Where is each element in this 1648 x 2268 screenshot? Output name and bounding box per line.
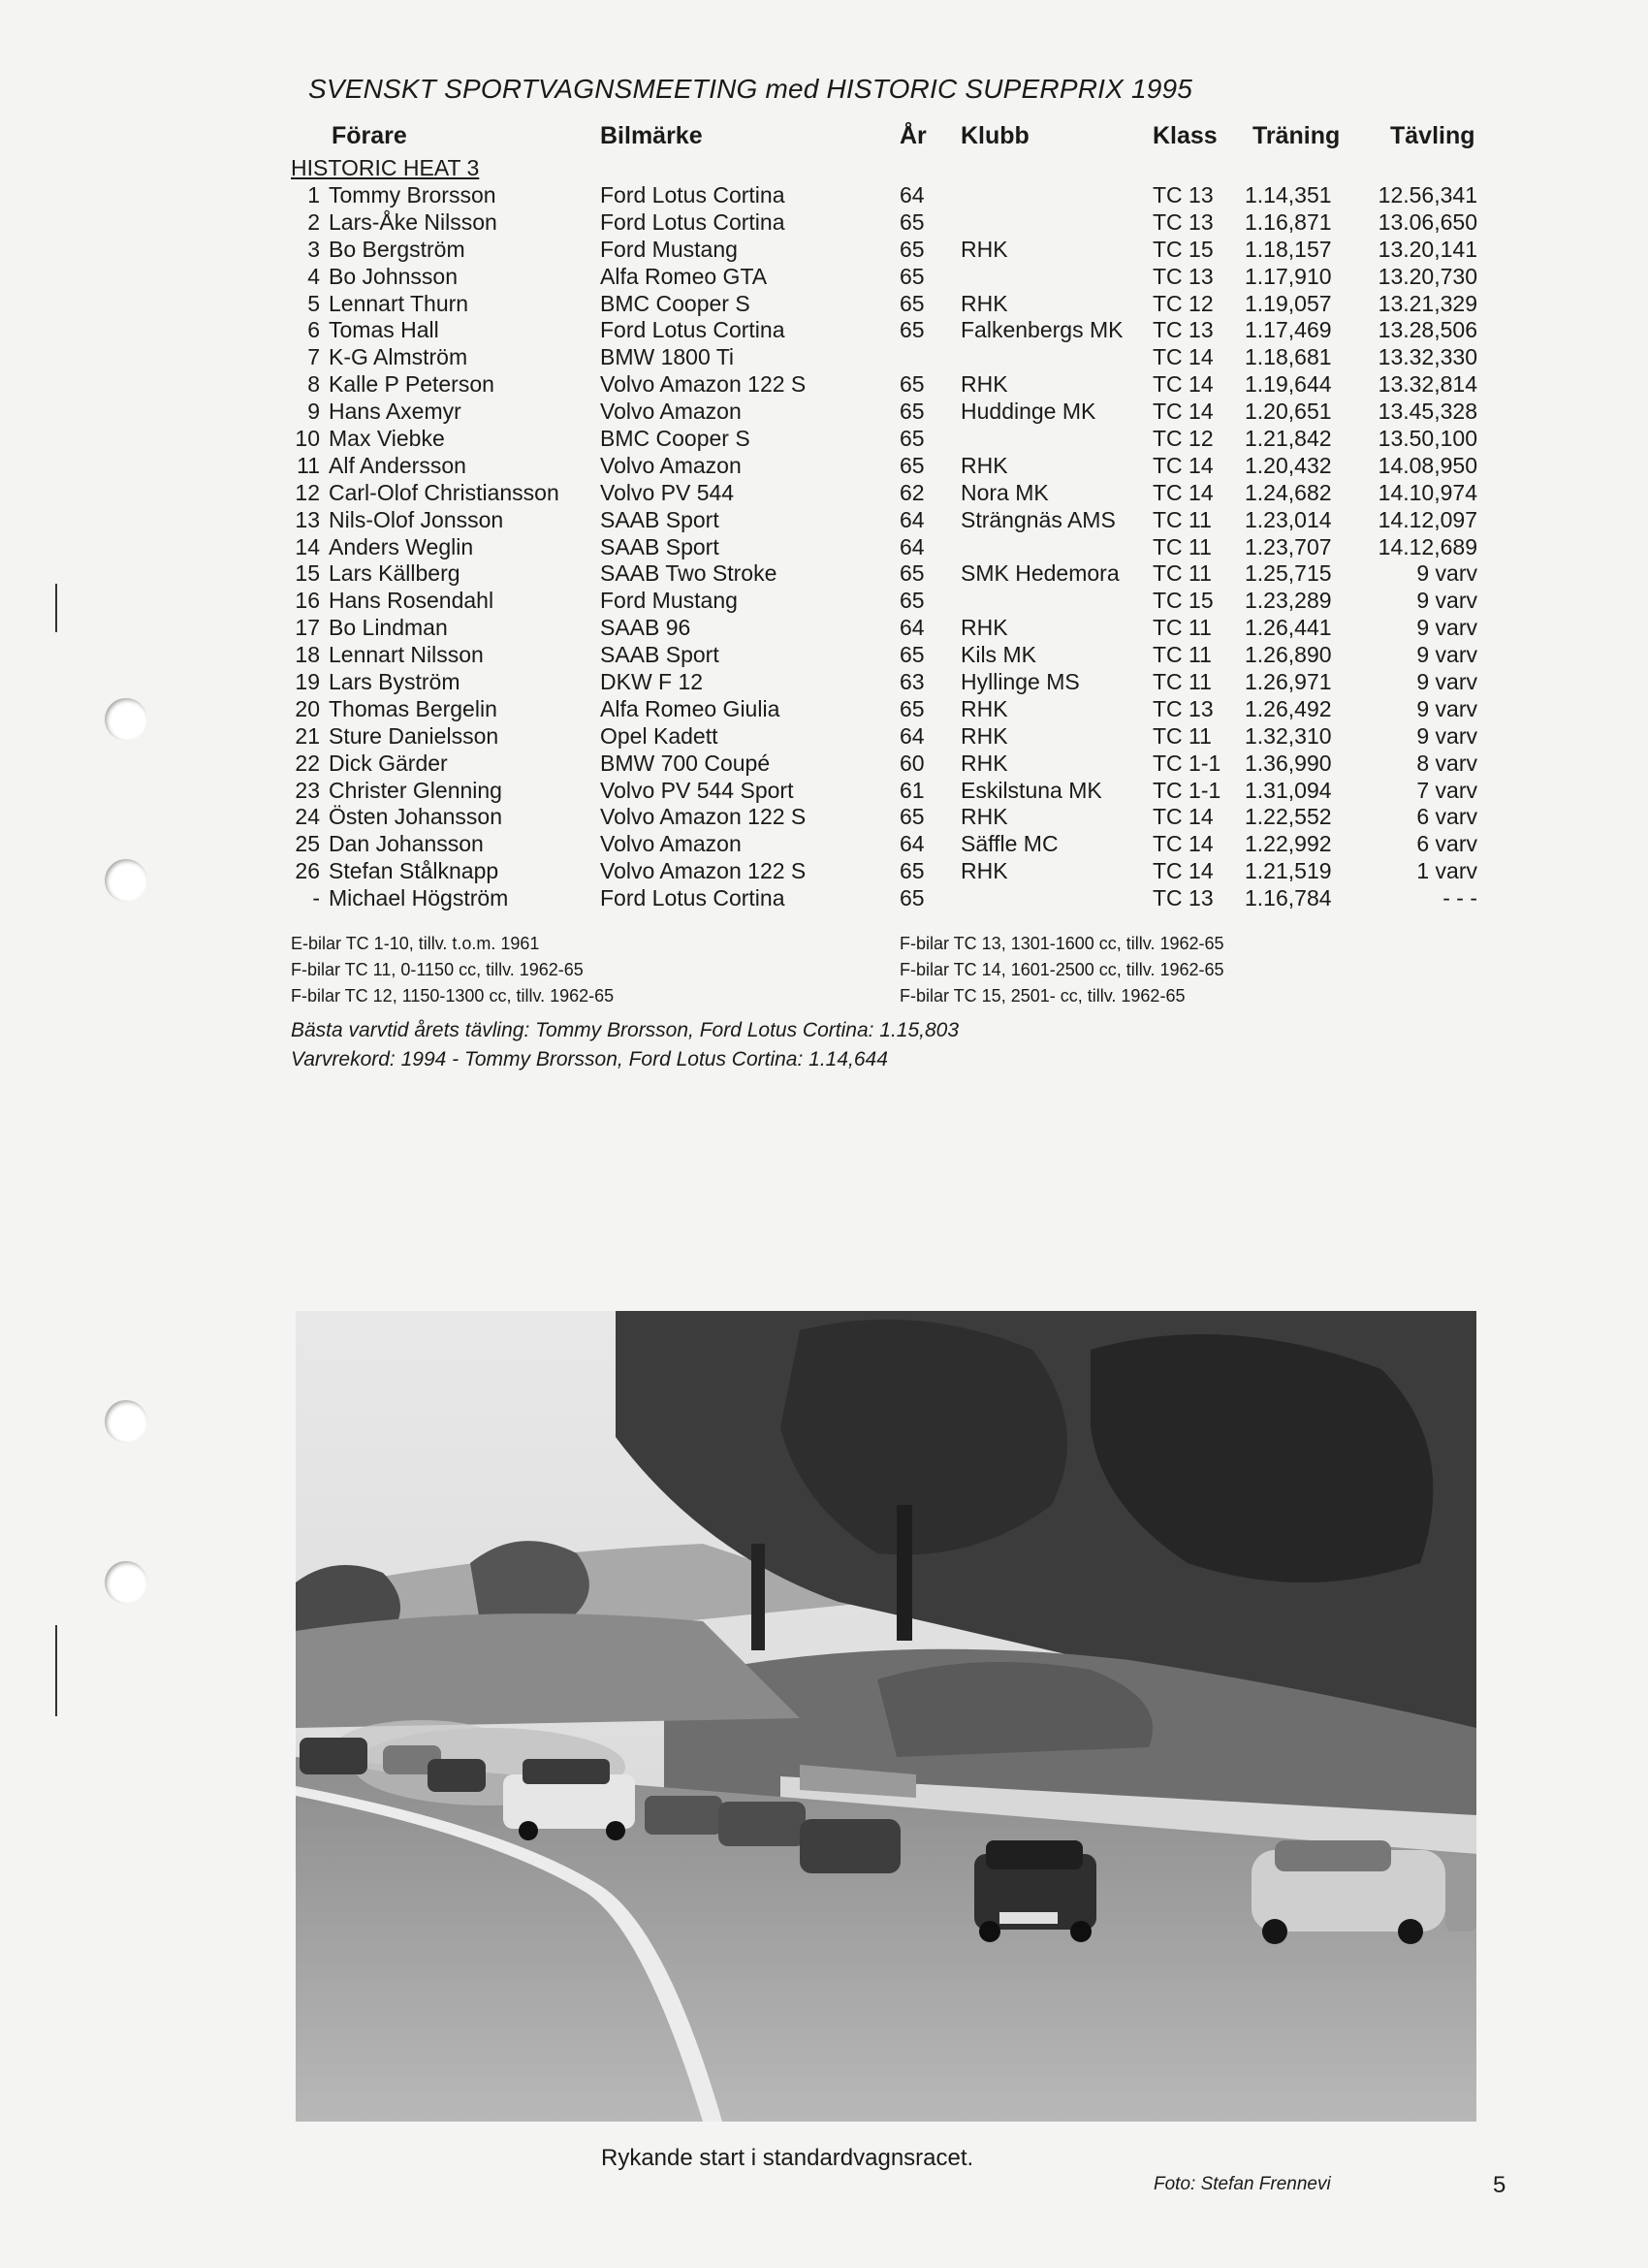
training-time: 1.21,519 [1245, 858, 1332, 884]
club-name: RHK [961, 804, 1008, 830]
race-result: 1 varv [1416, 858, 1477, 884]
club-name: RHK [961, 371, 1008, 398]
driver-name: Lars Källberg [329, 560, 460, 587]
car-year: 65 [900, 399, 925, 425]
race-result: 13.06,650 [1378, 208, 1477, 235]
car-model: Volvo Amazon 122 S [600, 371, 807, 398]
driver-name: Carl-Olof Christiansson [329, 479, 559, 505]
car-year: 65 [900, 208, 925, 235]
car-model: Ford Lotus Cortina [600, 208, 785, 235]
row-number: 26 [295, 858, 320, 884]
race-result: 9 varv [1416, 669, 1477, 695]
race-class: TC 11 [1153, 669, 1212, 695]
row-number: 5 [307, 290, 320, 316]
driver-name: Hans Axemyr [329, 399, 461, 425]
race-result: 14.08,950 [1378, 452, 1477, 478]
race-class: TC 14 [1153, 371, 1214, 398]
race-class: TC 13 [1153, 885, 1214, 911]
table-row [0, 237, 1648, 264]
driver-name: Bo Lindman [329, 615, 448, 641]
row-number: 13 [295, 506, 320, 532]
car-model: Alfa Romeo GTA [600, 263, 768, 289]
driver-name: Lennart Thurn [329, 290, 469, 316]
row-number: 10 [295, 426, 320, 452]
driver-name: Tomas Hall [329, 317, 439, 343]
training-time: 1.14,351 [1245, 182, 1332, 208]
car-model: Volvo Amazon 122 S [600, 804, 807, 830]
club-name: Falkenbergs MK [961, 317, 1124, 343]
club-name: RHK [961, 236, 1008, 262]
driver-name: Lennart Nilsson [329, 642, 484, 668]
race-class: TC 14 [1153, 804, 1214, 830]
photo-caption: Rykande start i standardvagnsracet. [601, 2145, 974, 2171]
class-note: F-bilar TC 11, 0-1150 cc, tillv. 1962-65 [291, 960, 584, 979]
race-class: TC 12 [1153, 426, 1214, 452]
car-model: Ford Lotus Cortina [600, 182, 785, 208]
car-model: Opel Kadett [600, 722, 718, 749]
race-result: 9 varv [1416, 615, 1477, 641]
punch-hole-4 [105, 1561, 147, 1604]
row-number: 23 [295, 777, 320, 803]
row-number: 24 [295, 804, 320, 830]
training-time: 1.18,681 [1245, 344, 1332, 370]
table-row [0, 480, 1648, 507]
car-model: BMW 1800 Ti [600, 344, 735, 370]
race-result: 6 varv [1416, 804, 1477, 830]
club-name: RHK [961, 615, 1008, 641]
race-result: 9 varv [1416, 588, 1477, 614]
lap-record: Varvrekord: 1994 - Tommy Brorsson, Ford Lotus Cortina: 1.14,644 [291, 1048, 888, 1070]
training-time: 1.19,644 [1245, 371, 1332, 398]
car-year: 64 [900, 182, 925, 208]
driver-name: Stefan Stålknapp [329, 858, 499, 884]
race-result: - - - [1442, 885, 1477, 911]
car-model: Alfa Romeo Giulia [600, 695, 780, 721]
club-name: RHK [961, 750, 1008, 776]
training-time: 1.20,651 [1245, 399, 1332, 425]
table-row [0, 669, 1648, 696]
race-result: 13.20,730 [1378, 263, 1477, 289]
car-year: 65 [900, 560, 925, 587]
race-class: TC 11 [1153, 560, 1212, 587]
table-row [0, 182, 1648, 209]
table-row [0, 291, 1648, 318]
car-year: 64 [900, 831, 925, 857]
driver-name: Alf Andersson [329, 452, 466, 478]
race-class: TC 14 [1153, 344, 1214, 370]
car-year: 61 [900, 777, 925, 803]
driver-name: Dan Johansson [329, 831, 484, 857]
table-row [0, 885, 1648, 912]
car-year: 65 [900, 290, 925, 316]
training-time: 1.31,094 [1245, 777, 1332, 803]
row-number: 6 [307, 317, 320, 343]
class-notes-left [291, 931, 614, 1009]
driver-name: Thomas Bergelin [329, 695, 497, 721]
car-year: 65 [900, 858, 925, 884]
training-time: 1.17,910 [1245, 263, 1332, 289]
race-class: TC 14 [1153, 479, 1214, 505]
race-result: 13.45,328 [1378, 399, 1477, 425]
race-result: 13.32,330 [1378, 344, 1477, 370]
row-number: 17 [295, 615, 320, 641]
row-number: 21 [295, 722, 320, 749]
car-year: 63 [900, 669, 925, 695]
training-time: 1.26,890 [1245, 642, 1332, 668]
row-number: 8 [307, 371, 320, 398]
training-time: 1.23,014 [1245, 506, 1332, 532]
table-row [0, 642, 1648, 669]
header-bilmarke: Bilmärke [600, 122, 703, 149]
driver-name: Bo Bergström [329, 236, 465, 262]
table-row [0, 453, 1648, 480]
training-time: 1.16,871 [1245, 208, 1332, 235]
table-row [0, 696, 1648, 723]
table-row [0, 371, 1648, 399]
training-time: 1.18,157 [1245, 236, 1332, 262]
driver-name: Bo Johnsson [329, 263, 458, 289]
race-class: TC 12 [1153, 290, 1214, 316]
training-time: 1.36,990 [1245, 750, 1332, 776]
driver-name: Dick Gärder [329, 750, 448, 776]
race-class: TC 14 [1153, 831, 1214, 857]
car-year: 65 [900, 317, 925, 343]
table-row [0, 264, 1648, 291]
car-model: Ford Lotus Cortina [600, 885, 785, 911]
race-result: 12.56,341 [1378, 182, 1477, 208]
race-result: 13.20,141 [1378, 236, 1477, 262]
row-number: 7 [307, 344, 320, 370]
header-ar: År [900, 122, 927, 149]
header-traning: Träning [1252, 122, 1341, 149]
row-number: 19 [295, 669, 320, 695]
race-result: 9 varv [1416, 560, 1477, 587]
club-name: RHK [961, 695, 1008, 721]
race-class: TC 1-1 [1153, 777, 1221, 803]
driver-name: Hans Rosendahl [329, 588, 494, 614]
header-tavling: Tävling [1390, 122, 1475, 149]
race-result: 9 varv [1416, 695, 1477, 721]
car-model: BMC Cooper S [600, 290, 750, 316]
car-year: 65 [900, 236, 925, 262]
training-time: 1.23,707 [1245, 533, 1332, 559]
race-result: 13.21,329 [1378, 290, 1477, 316]
driver-name: Michael Högström [329, 885, 509, 911]
photo-credit: Foto: Stefan Frennevi [1154, 2174, 1331, 2194]
table-row [0, 426, 1648, 453]
row-number: 2 [307, 208, 320, 235]
table-row [0, 560, 1648, 588]
driver-name: Östen Johansson [329, 804, 503, 830]
table-row [0, 858, 1648, 885]
race-photo [296, 1311, 1476, 2122]
car-model: DKW F 12 [600, 669, 704, 695]
race-class: TC 13 [1153, 317, 1214, 343]
table-row [0, 751, 1648, 778]
header-klass: Klass [1153, 122, 1218, 149]
race-result: 13.50,100 [1378, 426, 1477, 452]
car-year: 64 [900, 615, 925, 641]
car-model: Ford Lotus Cortina [600, 317, 785, 343]
results-table [0, 182, 1648, 912]
race-class: TC 15 [1153, 588, 1214, 614]
car-model: Volvo PV 544 [600, 479, 735, 505]
car-year: 65 [900, 695, 925, 721]
club-name: Eskilstuna MK [961, 777, 1102, 803]
row-number: 20 [295, 695, 320, 721]
race-result: 8 varv [1416, 750, 1477, 776]
car-year: 65 [900, 371, 925, 398]
driver-name: K-G Almström [329, 344, 468, 370]
race-class: TC 13 [1153, 182, 1214, 208]
training-time: 1.23,289 [1245, 588, 1332, 614]
car-model: Volvo PV 544 Sport [600, 777, 794, 803]
row-number: 15 [295, 560, 320, 587]
car-year: 60 [900, 750, 925, 776]
punch-hole-3 [105, 1400, 147, 1443]
training-time: 1.24,682 [1245, 479, 1332, 505]
row-number: 1 [307, 182, 320, 208]
driver-name: Tommy Brorsson [329, 182, 496, 208]
car-year: 65 [900, 885, 925, 911]
training-time: 1.22,992 [1245, 831, 1332, 857]
best-lap: Bästa varvtid årets tävling: Tommy Brorsson, Ford Lotus Cortina: 1.15,803 [291, 1019, 960, 1041]
car-model: SAAB Sport [600, 533, 719, 559]
table-row [0, 778, 1648, 805]
car-model: SAAB Sport [600, 642, 719, 668]
car-year: 65 [900, 263, 925, 289]
race-result: 14.12,689 [1378, 533, 1477, 559]
row-number: 4 [307, 263, 320, 289]
club-name: RHK [961, 722, 1008, 749]
table-row [0, 317, 1648, 344]
race-result: 14.12,097 [1378, 506, 1477, 532]
margin-mark-bottom [55, 1625, 57, 1716]
row-number: 16 [295, 588, 320, 614]
training-time: 1.17,469 [1245, 317, 1332, 343]
race-result: 7 varv [1416, 777, 1477, 803]
training-time: 1.19,057 [1245, 290, 1332, 316]
club-name: RHK [961, 452, 1008, 478]
club-name: Strängnäs AMS [961, 506, 1116, 532]
driver-name: Lars-Åke Nilsson [329, 208, 497, 235]
driver-name: Sture Danielsson [329, 722, 499, 749]
club-name: Hyllinge MS [961, 669, 1080, 695]
club-name: Nora MK [961, 479, 1049, 505]
table-row [0, 615, 1648, 642]
car-model: SAAB 96 [600, 615, 691, 641]
header-forare: Förare [332, 122, 407, 149]
row-number: 25 [295, 831, 320, 857]
car-year: 64 [900, 533, 925, 559]
table-row [0, 399, 1648, 426]
class-note: F-bilar TC 14, 1601-2500 cc, tillv. 1962-65 [900, 960, 1224, 979]
race-class: TC 13 [1153, 208, 1214, 235]
club-name: Huddinge MK [961, 399, 1096, 425]
header-klubb: Klubb [961, 122, 1030, 149]
training-time: 1.22,552 [1245, 804, 1332, 830]
race-class: TC 14 [1153, 399, 1214, 425]
row-number: 12 [295, 479, 320, 505]
table-row [0, 344, 1648, 371]
training-time: 1.32,310 [1245, 722, 1332, 749]
car-year: 65 [900, 426, 925, 452]
car-model: Ford Mustang [600, 236, 738, 262]
race-result: 9 varv [1416, 642, 1477, 668]
club-name: Säffle MC [961, 831, 1059, 857]
row-number: 3 [307, 236, 320, 262]
table-row [0, 831, 1648, 858]
training-time: 1.21,842 [1245, 426, 1332, 452]
class-note: F-bilar TC 15, 2501- cc, tillv. 1962-65 [900, 986, 1186, 1006]
driver-name: Max Viebke [329, 426, 445, 452]
page-number: 5 [1493, 2172, 1506, 2198]
race-class: TC 1-1 [1153, 750, 1221, 776]
club-name: RHK [961, 858, 1008, 884]
car-model: BMC Cooper S [600, 426, 750, 452]
row-number: 9 [307, 399, 320, 425]
row-number: - [312, 885, 320, 911]
race-class: TC 11 [1153, 533, 1212, 559]
table-row [0, 534, 1648, 561]
section-title: HISTORIC HEAT 3 [291, 155, 480, 180]
car-model: Volvo Amazon [600, 399, 742, 425]
row-number: 22 [295, 750, 320, 776]
car-model: Volvo Amazon 122 S [600, 858, 807, 884]
row-number: 18 [295, 642, 320, 668]
race-class: TC 11 [1153, 615, 1212, 641]
row-number: 14 [295, 533, 320, 559]
race-class: TC 11 [1153, 722, 1212, 749]
car-year: 64 [900, 722, 925, 749]
race-class: TC 11 [1153, 506, 1212, 532]
driver-name: Nils-Olof Jonsson [329, 506, 504, 532]
driver-name: Kalle P Peterson [329, 371, 494, 398]
car-year: 64 [900, 506, 925, 532]
class-note: F-bilar TC 12, 1150-1300 cc, tillv. 1962-65 [291, 986, 615, 1006]
training-time: 1.25,715 [1245, 560, 1332, 587]
car-year: 62 [900, 479, 925, 505]
race-class: TC 13 [1153, 695, 1214, 721]
training-time: 1.26,441 [1245, 615, 1332, 641]
car-year: 65 [900, 642, 925, 668]
training-time: 1.26,971 [1245, 669, 1332, 695]
race-class: TC 11 [1153, 642, 1212, 668]
table-row [0, 804, 1648, 831]
car-model: Volvo Amazon [600, 831, 742, 857]
race-result: 6 varv [1416, 831, 1477, 857]
race-class: TC 14 [1153, 858, 1214, 884]
race-result: 13.28,506 [1378, 317, 1477, 343]
training-time: 1.26,492 [1245, 695, 1332, 721]
table-row [0, 588, 1648, 615]
car-model: Ford Mustang [600, 588, 738, 614]
driver-name: Anders Weglin [329, 533, 474, 559]
table-row [0, 209, 1648, 237]
race-class: TC 14 [1153, 452, 1214, 478]
table-row [0, 507, 1648, 534]
car-model: BMW 700 Coupé [600, 750, 771, 776]
car-model: SAAB Two Stroke [600, 560, 777, 587]
row-number: 11 [297, 452, 320, 478]
class-note: F-bilar TC 13, 1301-1600 cc, tillv. 1962-65 [900, 934, 1224, 953]
race-result: 14.10,974 [1378, 479, 1477, 505]
driver-name: Lars Byström [329, 669, 460, 695]
class-notes-right [900, 931, 1224, 1009]
class-note: E-bilar TC 1-10, tillv. t.o.m. 1961 [291, 934, 540, 953]
race-class: TC 15 [1153, 236, 1214, 262]
car-year: 65 [900, 452, 925, 478]
page-title: SVENSKT SPORTVAGNSMEETING med HISTORIC SUPERPRIX 1995 [308, 74, 1193, 104]
club-name: Kils MK [961, 642, 1036, 668]
lap-notes [291, 1016, 959, 1074]
race-result: 9 varv [1416, 722, 1477, 749]
race-class: TC 13 [1153, 263, 1214, 289]
car-model: SAAB Sport [600, 506, 719, 532]
race-result: 13.32,814 [1378, 371, 1477, 398]
training-time: 1.16,784 [1245, 885, 1332, 911]
training-time: 1.20,432 [1245, 452, 1332, 478]
table-row [0, 723, 1648, 751]
car-year: 65 [900, 588, 925, 614]
car-model: Volvo Amazon [600, 452, 742, 478]
car-year: 65 [900, 804, 925, 830]
club-name: RHK [961, 290, 1008, 316]
driver-name: Christer Glenning [329, 777, 502, 803]
club-name: SMK Hedemora [961, 560, 1120, 587]
